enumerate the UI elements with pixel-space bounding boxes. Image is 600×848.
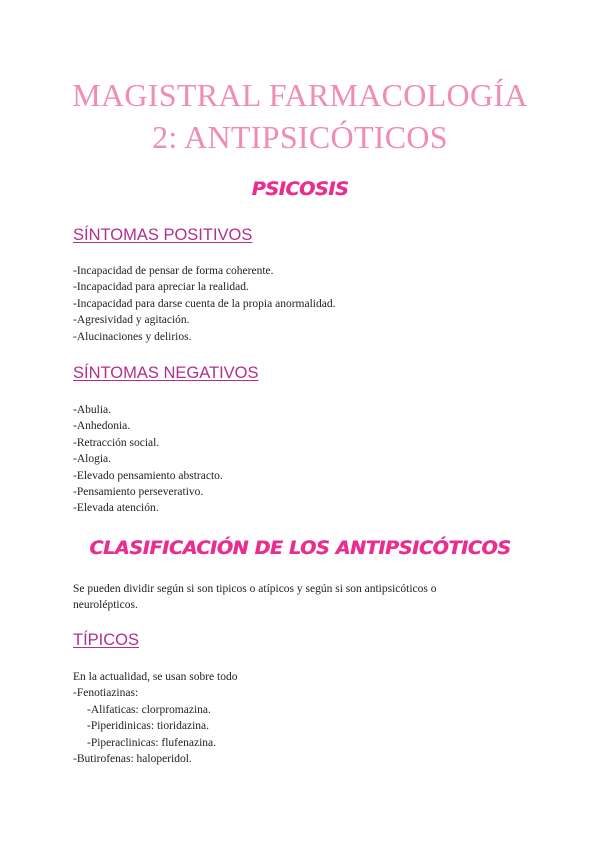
list-item: -Alogia. (73, 453, 112, 466)
list-item: -Incapacidad para darse cuenta de la propia anormalidad. (73, 297, 336, 310)
list-item: -Butirofenas: haloperidol. (73, 753, 192, 766)
list-item: -Elevado pensamiento abstracto. (73, 469, 223, 482)
title-line-2: 2: ANTIPSICÓTICOS (152, 119, 448, 155)
list-item: -Elevada atención. (73, 502, 159, 515)
list-item: -Incapacidad de pensar de forma coherente. (73, 265, 274, 277)
list-item: -Piperaclinicas: flufenazina. (87, 736, 216, 749)
negativos-list (73, 402, 533, 517)
list-item: -Anhedonia. (73, 420, 131, 433)
positivos-list (73, 263, 533, 345)
list-item: -Alucinaciones y delirios. (73, 330, 192, 343)
subheading-tipicos: TÍPICOS (73, 631, 140, 649)
list-item: -Retracción social. (73, 436, 160, 449)
subheading-sintomas-positivos: SÍNTOMAS POSITIVOS (73, 226, 253, 244)
intro-line: Se pueden dividir según si son tipicos o atípicos y según si son antipsicóticos o (73, 583, 437, 595)
section-heading-clasificacion: CLASIFICACIÓN DE LOS ANTIPSICÓTICOS (89, 537, 511, 559)
clasificacion-intro (73, 581, 543, 614)
list-item: -Alifaticas: clorpromazina. (87, 703, 211, 716)
tipicos-intro: En la actualidad, se usan sobre todo (73, 671, 238, 683)
document-title (0, 74, 600, 158)
list-item: -Pensamiento perseverativo. (73, 486, 204, 499)
list-item: -Abulia. (73, 404, 112, 416)
subheading-sintomas-negativos: SÍNTOMAS NEGATIVOS (73, 364, 259, 382)
list-item: -Piperidinicas: tioridazina. (87, 720, 209, 733)
tipicos-list (73, 669, 533, 767)
section-heading-psicosis: PSICOSIS (251, 178, 349, 200)
intro-line: neurolépticos. (73, 599, 138, 612)
list-item: -Fenotiazinas: (73, 687, 139, 700)
list-item: -Incapacidad para apreciar la realidad. (73, 281, 249, 294)
title-line-1: MAGISTRAL FARMACOLOGÍA (72, 77, 528, 113)
list-item: -Agresividad y agitación. (73, 314, 190, 327)
